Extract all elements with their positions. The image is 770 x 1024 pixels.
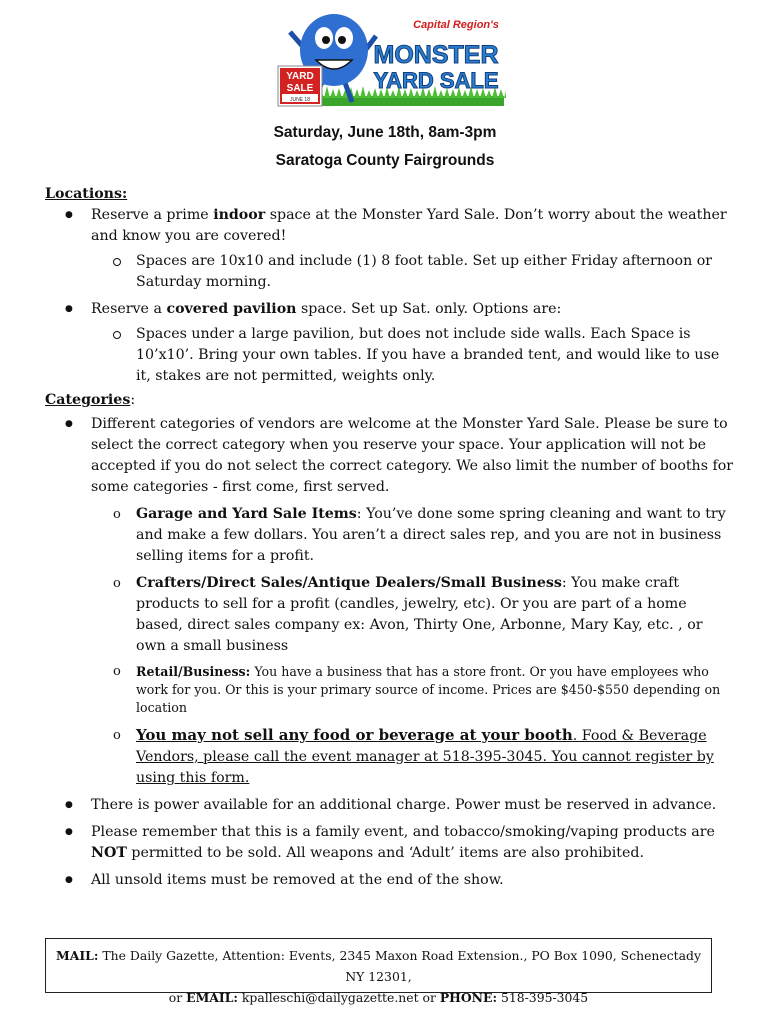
retail-bold: Retail/Business: [136, 664, 251, 679]
event-date-line: Saturday, June 18th, 8am-3pm [273, 124, 497, 141]
food-bold: You may not sell any food or beverage at your booth [136, 726, 573, 744]
indoor-sub-bullet [45, 251, 735, 293]
food-marker: o [113, 728, 121, 743]
monster-yard-sale-logo [266, 8, 506, 114]
categories-heading-line [45, 390, 735, 411]
family-bold: NOT [91, 845, 127, 861]
family-post: permitted to be sold. All weapons and ‘Adult’ items are also prohibited. [126, 845, 644, 861]
family-pre: Please remember that this is a family event, and tobacco/smoking/vaping products are [91, 824, 715, 840]
yard-sale-sign-icon [278, 66, 322, 106]
event-venue-line: Saratoga County Fairgrounds [275, 152, 495, 169]
logo-title-line2: YARD SALE [373, 68, 499, 93]
indoor-post: space at the Monster Yard Sale. Don’t worry about the weather and know you are covered! [91, 207, 727, 244]
mail-label: MAIL: [56, 948, 99, 963]
indoor-bold: indoor [213, 207, 266, 223]
logo-brand-line: Capital Region's [413, 19, 499, 31]
garage-item [45, 504, 735, 567]
food-text: . Food & Beverage Vendors, please call the event manager at 518-395-3045. You cannot register by using this form. [136, 728, 714, 786]
footer-or: or [168, 990, 187, 1005]
logo-title-line1: MONSTER [373, 41, 499, 69]
crafters-marker: o [113, 576, 121, 591]
power-text: There is power available for an additional charge. Power must be reserved in advance. [91, 797, 717, 813]
contact-footer-box [45, 938, 712, 1005]
pavilion-bold: covered pavilion [166, 301, 297, 317]
footer-line-2 [46, 987, 711, 1008]
categories-heading-colon: : [130, 392, 136, 408]
indoor-bullet [45, 205, 735, 247]
indoor-sub-text: Spaces are 10x10 and include (1) 8 foot table. Set up either Friday afternoon or Saturday morning. [136, 253, 713, 290]
crafters-bold: Crafters/Direct Sales/Antique Dealers/Small Business [136, 575, 562, 591]
sign-text-2: SALE [286, 83, 314, 94]
email-text: kpalleschi@dailygazette.net or [237, 990, 440, 1005]
garage-bold: Garage and Yard Sale Items [136, 506, 357, 522]
retail-marker: o [113, 664, 121, 679]
pavilion-sub-text: Spaces under a large pavilion, but does not include side walls. Each Space is 10’x10’. Bring your own tables. If you have a branded tent, and would like to use it, stakes are not permitted, weights only. [136, 326, 720, 384]
retail-item [45, 663, 735, 717]
main-content [45, 184, 735, 891]
sign-text-3: JUNE 18 [289, 97, 311, 103]
retail-text: You have a business that has a store front. Or you have employees who work for you. Or this is your primary source of income. Prices are $450-$550 depending on location [136, 664, 721, 715]
sign-text-1: YARD [286, 71, 314, 82]
phone-text: 518-395-3045 [497, 990, 589, 1005]
categories-intro-text: Different categories of vendors are welcome at the Monster Yard Sale. Please be sure to select the correct category when you reserve your space. Your application will not be accepted if you do not select the correct category. We also limit the number of booths for some categories - first come, first served. [91, 416, 734, 495]
locations-heading: Locations: [45, 186, 128, 202]
categories-intro-bullet [45, 414, 735, 498]
power-bullet [45, 795, 735, 816]
unsold-text: All unsold items must be removed at the end of the show. [91, 872, 504, 888]
crafters-item [45, 573, 735, 657]
family-bullet [45, 822, 735, 864]
email-label: EMAIL: [186, 990, 238, 1005]
crafters-text: : You make craft products to sell for a profit (candles, jewelry, etc). Or you are part of a home based, direct sales company ex: Avon, Thirty One, Arbonne, Mary Kay, etc. , or own a small business [136, 575, 703, 654]
footer-line-1 [46, 945, 711, 987]
categories-heading: Categories [45, 392, 131, 408]
food-item [45, 725, 735, 789]
unsold-bullet [45, 870, 735, 891]
pavilion-bullet [45, 299, 735, 320]
phone-label: PHONE: [439, 990, 498, 1005]
mail-text: The Daily Gazette, Attention: Events, 2345 Maxon Road Extension., PO Box 1090, Schenectady NY 12301, [98, 948, 701, 984]
garage-marker: o [113, 507, 121, 522]
pavilion-sub-bullet [45, 324, 735, 387]
pavilion-pre: Reserve a [91, 301, 167, 317]
pavilion-post: space. Set up Sat. only. Options are: [296, 301, 562, 317]
garage-text: : You’ve done some spring cleaning and want to try and make a few dollars. You aren’t a direct sales rep, and you are not in business selling items for a profit. [136, 506, 726, 564]
indoor-pre: Reserve a prime [91, 207, 214, 223]
